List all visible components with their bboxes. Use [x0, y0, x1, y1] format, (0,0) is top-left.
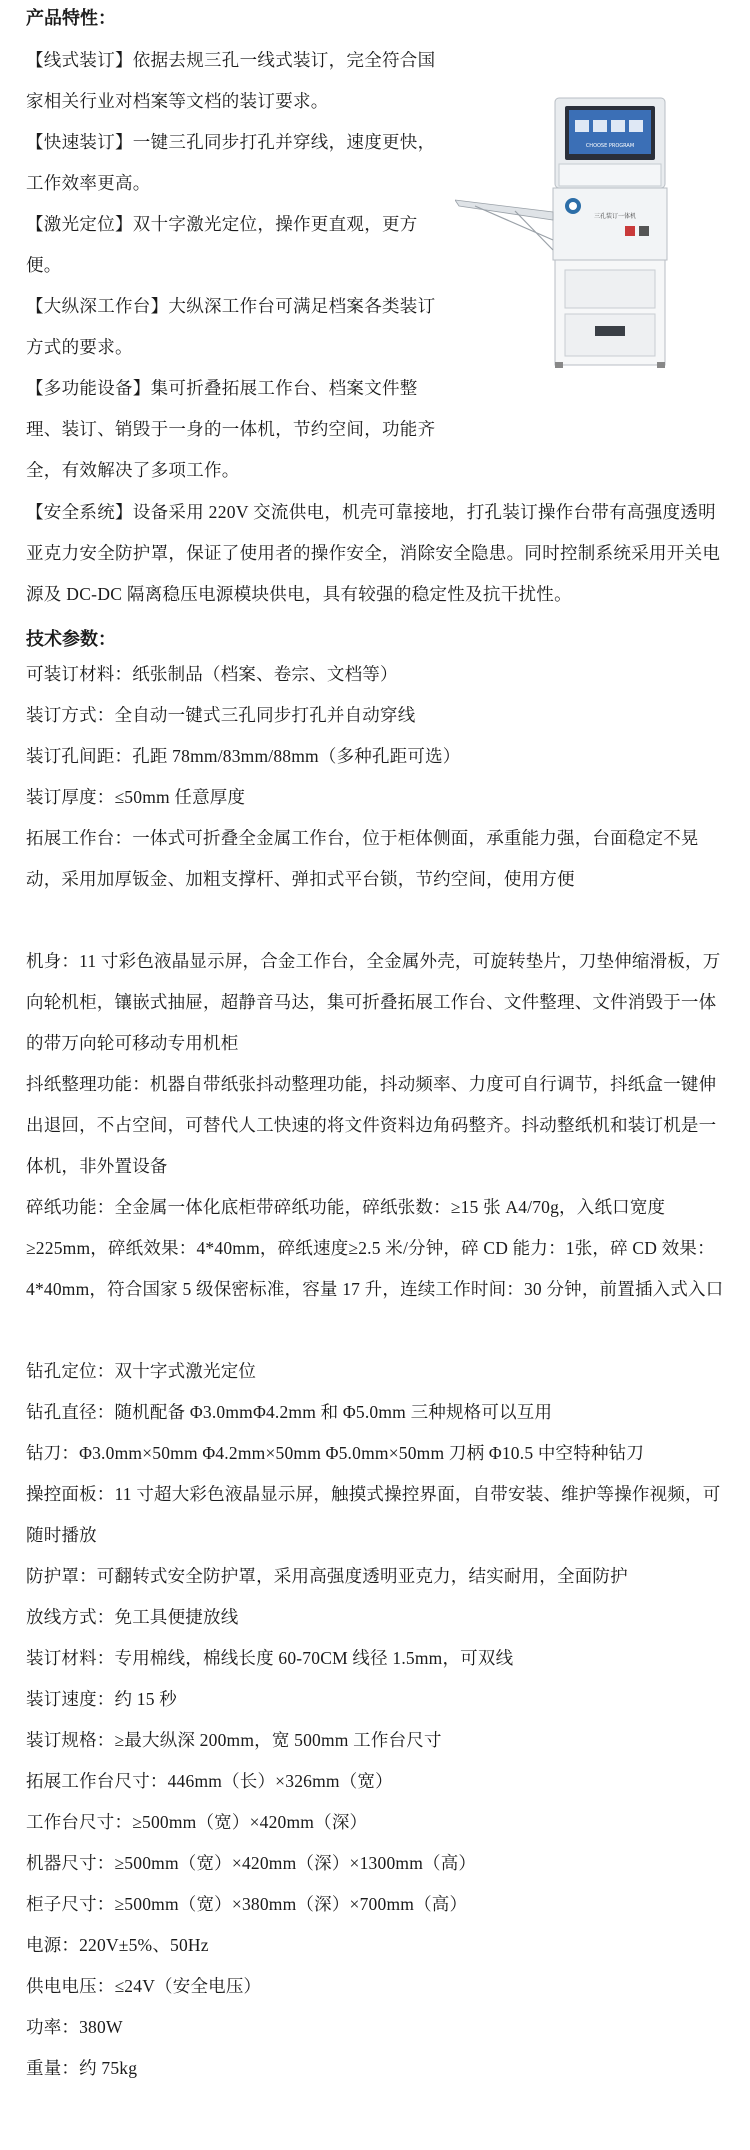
spec-binding-material: 装订材料：专用棉线，棉线长度 60-70CM 线径 1.5mm，可双线: [26, 1648, 514, 1668]
spec-drill-position: 钻孔定位：双十字式激光定位: [26, 1361, 257, 1381]
spec-binding-speed: 装订速度：约 15 秒: [26, 1689, 177, 1709]
stop-button-icon: [625, 226, 635, 236]
spec-guard: 防护罩：可翻转式安全防护罩，采用高强度透明亚克力，结实耐用，全面防护: [26, 1566, 628, 1586]
machine-screen-label: CHOOSE PROGRAM: [585, 143, 635, 149]
spec-weight: 重量：约 75kg: [26, 2058, 138, 2078]
spec-shredding: 碎纸功能：全金属一体化底柜带碎纸功能，碎纸张数：≥15 张 A4/70g，入纸口宽度≥225mm，碎纸效果：4*40mm，碎纸速度≥2.5 米/分钟，碎 CD 能力：1张，碎 CD 效果：4*40mm，符合国家 5 级保密标准，容量 17 升，连续工作时间：30 分钟，前置插入式入口: [26, 1197, 724, 1299]
spec-jogging: 抖纸整理功能：机器自带纸张抖动整理功能，抖动频率、力度可自行调节，抖纸盒一键伸出退回，不占空间，可替代人工快速的将文件资料边角码整齐。抖动整纸机和装订机是一体机，非外置设备: [26, 1074, 717, 1176]
spec-extension-table: 拓展工作台：一体式可折叠全金属工作台，位于柜体侧面，承重能力强，台面稳定不晃动，采用加厚钣金、加粗支撑杆、弹扣式平台锁，节约空间，使用方便: [26, 828, 699, 889]
feature-multi: 【多功能设备】集可折叠拓展工作台、档案文件整理、装订、销毁于一身的一体机，节约空间，功能齐全，有效解决了多项工作。: [26, 378, 436, 480]
features-heading: 产品特性：: [26, 8, 116, 28]
spec-machine-size: 机器尺寸：≥500mm（宽）×420mm（深）×1300mm（高）: [26, 1853, 477, 1873]
spec-supply-voltage: 供电电压：≤24V（安全电压）: [26, 1976, 262, 1996]
spec-table-size: 工作台尺寸：≥500mm（宽）×420mm（深）: [26, 1812, 368, 1832]
spec-body: 机身：11 寸彩色液晶显示屏，合金工作台，全金属外壳，可旋转垫片，刀垫伸缩滑板，万向轮机柜，镶嵌式抽屉，超静音马达，集可折叠拓展工作台、文件整理、文件消毁于一体的带万向轮可移动专用机柜: [26, 951, 721, 1053]
spec-binding-size: 装订规格：≥最大纵深 200mm，宽 500mm 工作台尺寸: [26, 1730, 442, 1750]
spec-control-panel: 操控面板：11 寸超大彩色液晶显示屏，触摸式操控界面，自带安装、维护等操作视频，可随时播放: [26, 1484, 721, 1545]
spec-extension-size: 拓展工作台尺寸：446mm（长）×326mm（宽）: [26, 1771, 393, 1791]
specs-heading: 技术参数：: [26, 629, 116, 649]
spec-hole-spacing: 装订孔间距：孔距 78mm/83mm/88mm（多种孔距可选）: [26, 746, 461, 766]
spec-thickness: 装订厚度：≤50mm 任意厚度: [26, 787, 246, 807]
spec-binding-method: 装订方式：全自动一键式三孔同步打孔并自动穿线: [26, 705, 416, 725]
spec-material: 可装订材料：纸张制品（档案、卷宗、文档等）: [26, 664, 398, 684]
spec-cabinet-size: 柜子尺寸：≥500mm（宽）×380mm（深）×700mm（高）: [26, 1894, 468, 1914]
shredder-slot-icon: [595, 326, 625, 336]
spec-power: 功率：380W: [26, 2017, 123, 2037]
feature-fast: 【快速装订】一键三孔同步打孔并穿线，速度更快，工作效率更高。: [26, 132, 436, 193]
feature-safety: 【安全系统】设备采用 220V 交流供电，机壳可靠接地，打孔装订操作台带有高强度透明亚克力安全防护罩，保证了使用者的操作安全，消除安全隐患。同时控制系统采用开关电源及 DC-DC 隔离稳压电源模块供电，具有较强的稳定性及抗干扰性。: [26, 502, 721, 604]
spec-power-source: 电源：220V±5%、50Hz: [26, 1935, 209, 1955]
machine-panel-label: 三孔装订一体机: [593, 213, 637, 220]
feature-laser: 【激光定位】双十字激光定位，操作更直观，更方便。: [26, 214, 418, 275]
spec-drill-diameter: 钻孔直径：随机配备 Φ3.0mmΦ4.2mm 和 Φ5.0mm 三种规格可以互用: [26, 1402, 553, 1422]
feature-deep-table: 【大纵深工作台】大纵深工作台可满足档案各类装订方式的要求。: [26, 296, 436, 357]
machine-image: [455, 90, 725, 370]
spec-drill-bit: 钻刀：Φ3.0mm×50mm Φ4.2mm×50mm Φ5.0mm×50mm 刀柄 Φ10.5 中空特种钻刀: [26, 1443, 645, 1463]
spec-thread-method: 放线方式：免工具便捷放线: [26, 1607, 239, 1627]
feature-binding: 【线式装订】依据去规三孔一线式装订，完全符合国家相关行业对档案等文档的装订要求。: [26, 50, 436, 111]
